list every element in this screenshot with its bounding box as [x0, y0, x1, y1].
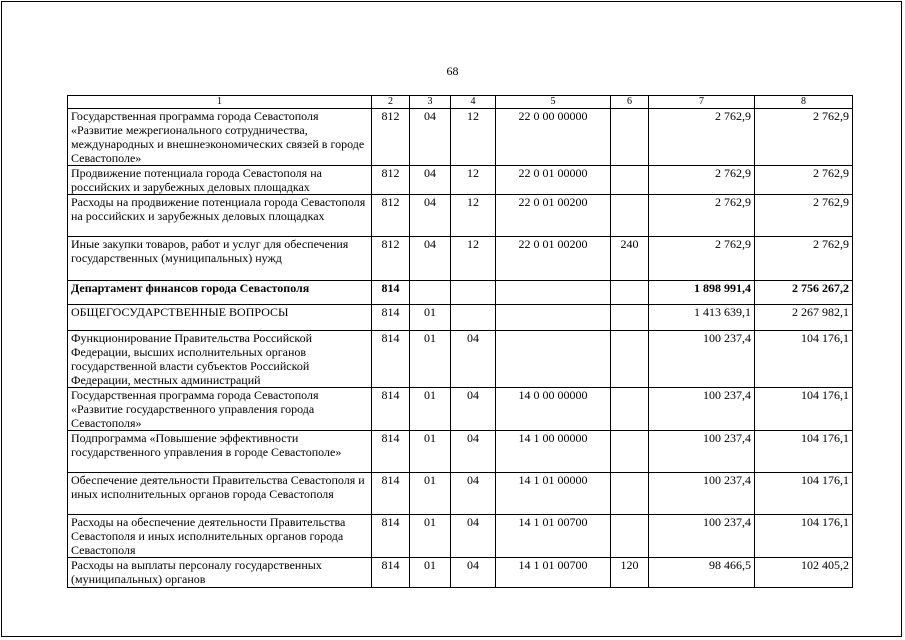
amount-2019-cell: 100 237,4: [649, 331, 755, 388]
header-cell: 6: [611, 96, 649, 109]
table-row: [68, 473, 853, 515]
amount-2020-cell: 2 762,9: [755, 166, 853, 195]
section-cell: 01: [410, 388, 451, 431]
subsection-cell: 04: [451, 388, 496, 431]
admin-code-cell: 814: [372, 473, 410, 515]
amount-2020-cell: 104 176,1: [755, 515, 853, 558]
amount-2020-cell: 2 756 267,2: [755, 281, 853, 305]
item-name-cell: Расходы на обеспечение деятельности Правительства Севастополя и иных исполнительных органов города Севастополя: [68, 515, 372, 558]
amount-2020-cell: 102 405,2: [755, 558, 853, 588]
amount-2020-cell: 104 176,1: [755, 473, 853, 515]
expense-type-cell: 120: [611, 558, 649, 588]
table-row: [68, 281, 853, 305]
header-cell: 7: [649, 96, 755, 109]
subsection-cell: 04: [451, 515, 496, 558]
header-cell: 1: [68, 96, 372, 109]
header-cell: 3: [410, 96, 451, 109]
section-cell: 01: [410, 431, 451, 473]
amount-2019-cell: 2 762,9: [649, 166, 755, 195]
target-article-cell: 22 0 00 00000: [496, 109, 611, 166]
subsection-cell: [451, 305, 496, 331]
header-cell: 2: [372, 96, 410, 109]
subsection-cell: 12: [451, 109, 496, 166]
table-row: [68, 305, 853, 331]
amount-2019-cell: 2 762,9: [649, 237, 755, 281]
admin-code-cell: 814: [372, 558, 410, 588]
amount-2020-cell: 2 267 982,1: [755, 305, 853, 331]
target-article-cell: 14 1 01 00700: [496, 558, 611, 588]
admin-code-cell: 812: [372, 237, 410, 281]
expense-type-cell: [611, 195, 649, 237]
target-article-cell: 14 1 01 00000: [496, 473, 611, 515]
item-name-cell: Обеспечение деятельности Правительства Севастополя и иных исполнительных органов города Севастополя: [68, 473, 372, 515]
expense-type-cell: 240: [611, 237, 649, 281]
subsection-cell: [451, 281, 496, 305]
amount-2020-cell: 2 762,9: [755, 109, 853, 166]
admin-code-cell: 814: [372, 281, 410, 305]
target-article-cell: 14 0 00 00000: [496, 388, 611, 431]
item-name-cell: Государственная программа города Севастополя «Развитие государственного управления города Севастополя»: [68, 388, 372, 431]
expense-type-cell: [611, 473, 649, 515]
section-cell: 04: [410, 109, 451, 166]
header-cell: 8: [755, 96, 853, 109]
amount-2020-cell: 104 176,1: [755, 331, 853, 388]
header-cell: 5: [496, 96, 611, 109]
expense-type-cell: [611, 109, 649, 166]
expense-type-cell: [611, 388, 649, 431]
subsection-cell: 04: [451, 331, 496, 388]
amount-2019-cell: 100 237,4: [649, 431, 755, 473]
table-row: [68, 431, 853, 473]
page-number: 68: [446, 64, 459, 78]
subsection-cell: 04: [451, 431, 496, 473]
item-name-cell: Департамент финансов города Севастополя: [68, 281, 372, 305]
target-article-cell: [496, 331, 611, 388]
table-row: [68, 331, 853, 388]
subsection-cell: 04: [451, 473, 496, 515]
admin-code-cell: 814: [372, 515, 410, 558]
subsection-cell: 04: [451, 558, 496, 588]
expense-type-cell: [611, 281, 649, 305]
subsection-cell: 12: [451, 237, 496, 281]
admin-code-cell: 812: [372, 109, 410, 166]
amount-2020-cell: 104 176,1: [755, 388, 853, 431]
amount-2020-cell: 2 762,9: [755, 237, 853, 281]
amount-2019-cell: 1 898 991,4: [649, 281, 755, 305]
section-cell: 01: [410, 473, 451, 515]
expense-type-cell: [611, 515, 649, 558]
item-name-cell: Подпрограмма «Повышение эффективности государственного управления в городе Севастополе»: [68, 431, 372, 473]
amount-2019-cell: 2 762,9: [649, 195, 755, 237]
target-article-cell: [496, 305, 611, 331]
amount-2020-cell: 104 176,1: [755, 431, 853, 473]
expense-type-cell: [611, 331, 649, 388]
section-cell: 01: [410, 558, 451, 588]
table-row: [68, 558, 853, 588]
target-article-cell: 22 0 01 00200: [496, 195, 611, 237]
amount-2019-cell: 100 237,4: [649, 388, 755, 431]
admin-code-cell: 814: [372, 305, 410, 331]
item-name-cell: Расходы на продвижение потенциала города Севастополя на российских и зарубежных деловых площадках: [68, 195, 372, 237]
item-name-cell: Государственная программа города Севастополя «Развитие межрегионального сотрудничества, международных и внешнеэкономических связей в городе Севастополе»: [68, 109, 372, 166]
item-name-cell: Продвижение потенциала города Севастополя на российских и зарубежных деловых площадках: [68, 166, 372, 195]
expense-type-cell: [611, 431, 649, 473]
admin-code-cell: 814: [372, 431, 410, 473]
target-article-cell: 22 0 01 00000: [496, 166, 611, 195]
item-name-cell: ОБЩЕГОСУДАРСТВЕННЫЕ ВОПРОСЫ: [68, 305, 372, 331]
section-cell: 04: [410, 237, 451, 281]
table-row: [68, 237, 853, 281]
amount-2019-cell: 100 237,4: [649, 473, 755, 515]
section-cell: 04: [410, 195, 451, 237]
header-cell: 4: [451, 96, 496, 109]
table-row: [68, 515, 853, 558]
item-name-cell: Расходы на выплаты персоналу государственных (муниципальных) органов: [68, 558, 372, 588]
admin-code-cell: 814: [372, 388, 410, 431]
target-article-cell: 22 0 01 00200: [496, 237, 611, 281]
target-article-cell: 14 1 01 00700: [496, 515, 611, 558]
table-row: [68, 388, 853, 431]
budget-table: [67, 95, 853, 588]
table-row: [68, 195, 853, 237]
section-cell: 04: [410, 166, 451, 195]
table-row: [68, 166, 853, 195]
section-cell: [410, 281, 451, 305]
section-cell: 01: [410, 515, 451, 558]
amount-2019-cell: 1 413 639,1: [649, 305, 755, 331]
expense-type-cell: [611, 305, 649, 331]
admin-code-cell: 814: [372, 331, 410, 388]
table-row: [68, 109, 853, 166]
admin-code-cell: 812: [372, 166, 410, 195]
expense-type-cell: [611, 166, 649, 195]
item-name-cell: Иные закупки товаров, работ и услуг для обеспечения государственных (муниципальных) нужд: [68, 237, 372, 281]
amount-2019-cell: 2 762,9: [649, 109, 755, 166]
admin-code-cell: 812: [372, 195, 410, 237]
amount-2019-cell: 98 466,5: [649, 558, 755, 588]
subsection-cell: 12: [451, 166, 496, 195]
target-article-cell: 14 1 00 00000: [496, 431, 611, 473]
amount-2020-cell: 2 762,9: [755, 195, 853, 237]
subsection-cell: 12: [451, 195, 496, 237]
target-article-cell: [496, 281, 611, 305]
section-cell: 01: [410, 305, 451, 331]
amount-2019-cell: 100 237,4: [649, 515, 755, 558]
item-name-cell: Функционирование Правительства Российской Федерации, высших исполнительных органов государственной власти субъектов Российской Федерации, местных администраций: [68, 331, 372, 388]
header-row: [68, 96, 853, 109]
section-cell: 01: [410, 331, 451, 388]
